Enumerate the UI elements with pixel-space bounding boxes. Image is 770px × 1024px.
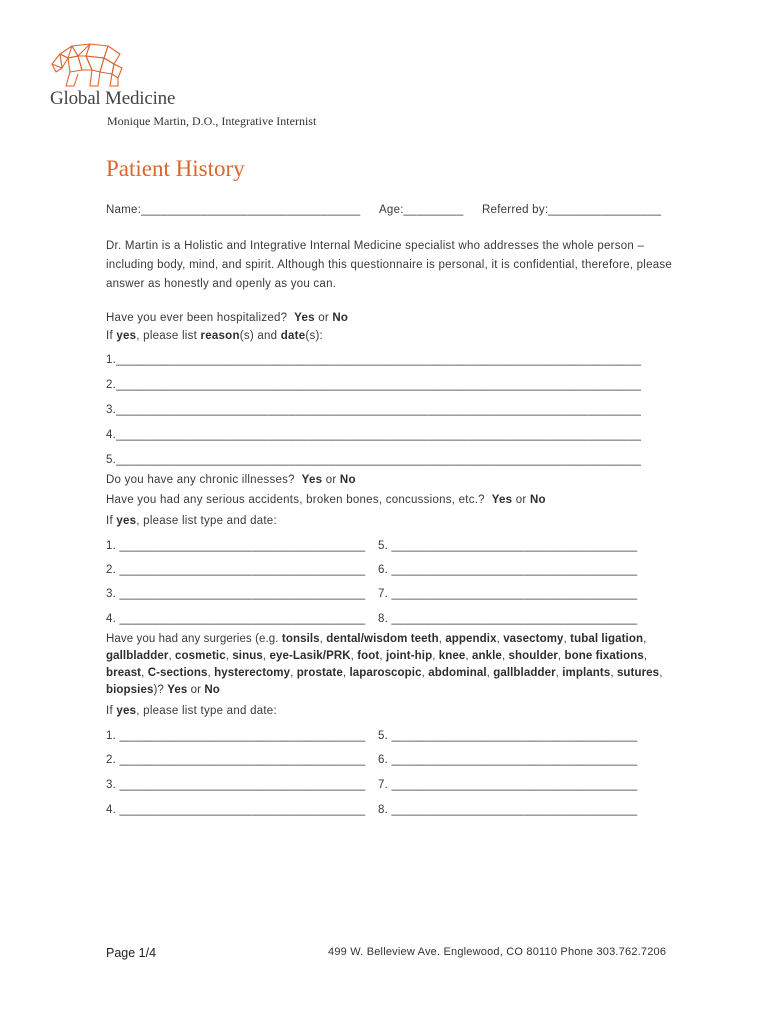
surgery-type-item: gallbladder bbox=[106, 650, 169, 662]
hospitalized-no-option[interactable]: No bbox=[332, 312, 349, 324]
surgery-type-item: eye-Lasik/PRK bbox=[269, 650, 351, 662]
page-number: Page 1/4 bbox=[106, 946, 157, 960]
surgery-line-4[interactable]: 4. _____________________________________ bbox=[106, 804, 366, 816]
surgery-type-item: joint-hip bbox=[385, 650, 433, 662]
accident-line-4[interactable]: 4. _____________________________________ bbox=[106, 613, 366, 625]
brand-name: Global Medicine bbox=[50, 88, 176, 109]
accidents-question: Have you had any serious accidents, broken bones, concussions, etc.? Yes or No bbox=[106, 494, 546, 506]
referred-by-field[interactable]: Referred by:_________________ bbox=[482, 204, 662, 216]
accident-line-6[interactable]: 6. _____________________________________ bbox=[378, 564, 638, 576]
doctor-name: Monique Martin, D.O., Integrative Internist bbox=[107, 114, 317, 128]
surgery-type-item: shoulder bbox=[508, 650, 558, 662]
surgery-type-item: sutures bbox=[616, 667, 660, 679]
surgery-type-item: prostate bbox=[296, 667, 343, 679]
accident-line-7[interactable]: 7. _____________________________________ bbox=[378, 588, 638, 600]
surgery-type-item: hysterectomy bbox=[214, 667, 291, 679]
surgery-line-7[interactable]: 7. _____________________________________ bbox=[378, 779, 638, 791]
surgeries-no-option[interactable]: No bbox=[204, 684, 220, 696]
surgery-type-item: tubal ligation bbox=[570, 633, 644, 645]
accidents-instruction: If yes, please list type and date: bbox=[106, 515, 277, 527]
surgery-line-6[interactable]: 6. _____________________________________ bbox=[378, 754, 638, 766]
surgery-type-item: abdominal bbox=[428, 667, 487, 679]
surgery-line-1[interactable]: 1. _____________________________________ bbox=[106, 730, 366, 742]
surgery-type-item: breast bbox=[106, 667, 142, 679]
surgeries-lead: Have you had any surgeries (e.g. bbox=[106, 633, 282, 645]
bear-logo-icon bbox=[48, 42, 128, 88]
surgery-type-item: foot bbox=[357, 650, 380, 662]
accidents-no-option[interactable]: No bbox=[529, 494, 546, 506]
accident-line-2[interactable]: 2. _____________________________________ bbox=[106, 564, 366, 576]
surgery-type-item: cosmetic bbox=[175, 650, 226, 662]
surgery-type-item: appendix bbox=[445, 633, 497, 645]
hospitalized-yes-option[interactable]: Yes bbox=[294, 312, 315, 324]
surgery-type-item: biopsies bbox=[106, 684, 154, 696]
surgery-line-8[interactable]: 8. _____________________________________ bbox=[378, 804, 638, 816]
accident-line-5[interactable]: 5. _____________________________________ bbox=[378, 540, 638, 552]
surgeries-yes-option[interactable]: Yes bbox=[167, 684, 188, 696]
accident-line-8[interactable]: 8. _____________________________________ bbox=[378, 613, 638, 625]
surgery-type-item: sinus bbox=[232, 650, 263, 662]
hospitalized-line-4[interactable]: 4._______________________________________________________________________________ bbox=[106, 429, 642, 441]
surgery-type-item: implants bbox=[562, 667, 611, 679]
surgery-type-item: bone fixations bbox=[564, 650, 644, 662]
accident-line-1[interactable]: 1. _____________________________________ bbox=[106, 540, 366, 552]
chronic-yes-option[interactable]: Yes bbox=[301, 474, 323, 486]
surgery-type-item: laparoscopic bbox=[349, 667, 422, 679]
surgeries-question: Have you had any surgeries (e.g. tonsils, dental/wisdom teeth, appendix, vasectomy, tubal ligation, gallbladder, cosmetic, sinus, eye-Lasik/PRK, foot, joint-hip, knee, ankle, shoulder, bone fixations, breast, C-sections, hysterectomy, prostate, laparoscopic, abdominal, gallbladder, implants, sutures, biopsies)? Yes or No bbox=[106, 633, 663, 696]
age-field[interactable]: Age:_________ bbox=[379, 204, 464, 216]
hospitalized-line-5[interactable]: 5._______________________________________________________________________________ bbox=[106, 454, 642, 466]
surgery-type-item: C-sections bbox=[147, 667, 208, 679]
surgery-line-2[interactable]: 2. _____________________________________ bbox=[106, 754, 366, 766]
chronic-question: Do you have any chronic illnesses? Yes or No bbox=[106, 474, 356, 486]
hospitalized-line-2[interactable]: 2._______________________________________________________________________________ bbox=[106, 379, 642, 391]
hospitalized-line-1[interactable]: 1._______________________________________________________________________________ bbox=[106, 354, 642, 366]
surgeries-instruction: If yes, please list type and date: bbox=[106, 705, 277, 717]
surgery-line-3[interactable]: 3. _____________________________________ bbox=[106, 779, 366, 791]
chronic-no-option[interactable]: No bbox=[339, 474, 356, 486]
surgery-type-item: ankle bbox=[472, 650, 502, 662]
surgery-type-item: gallbladder bbox=[493, 667, 556, 679]
surgery-type-item: vasectomy bbox=[503, 633, 564, 645]
accident-line-3[interactable]: 3. _____________________________________ bbox=[106, 588, 366, 600]
intro-paragraph: Dr. Martin is a Holistic and Integrative Internal Medicine specialist who addresses the whole person – including body, mind, and spirit. Although this questionnaire is personal, it is confidential, therefore, please answer as honestly and openly as you can. bbox=[106, 240, 673, 290]
surgery-line-5[interactable]: 5. _____________________________________ bbox=[378, 730, 638, 742]
footer-address: 499 W. Belleview Ave. Englewood, CO 80110 Phone 303.762.7206 bbox=[328, 946, 667, 958]
accidents-yes-option[interactable]: Yes bbox=[491, 494, 513, 506]
surgery-type-item: dental/wisdom teeth bbox=[326, 633, 439, 645]
name-field[interactable]: Name:_________________________________ bbox=[106, 204, 361, 216]
hospitalized-line-3[interactable]: 3._______________________________________________________________________________ bbox=[106, 404, 642, 416]
surgery-type-item: tonsils bbox=[281, 633, 320, 645]
surgery-type-item: knee bbox=[438, 650, 466, 662]
hospitalized-question: Have you ever been hospitalized? Yes or No bbox=[106, 312, 349, 324]
hospitalized-instruction: If yes, please list reason(s) and date(s): bbox=[106, 330, 323, 342]
page-title: Patient History bbox=[106, 156, 245, 181]
